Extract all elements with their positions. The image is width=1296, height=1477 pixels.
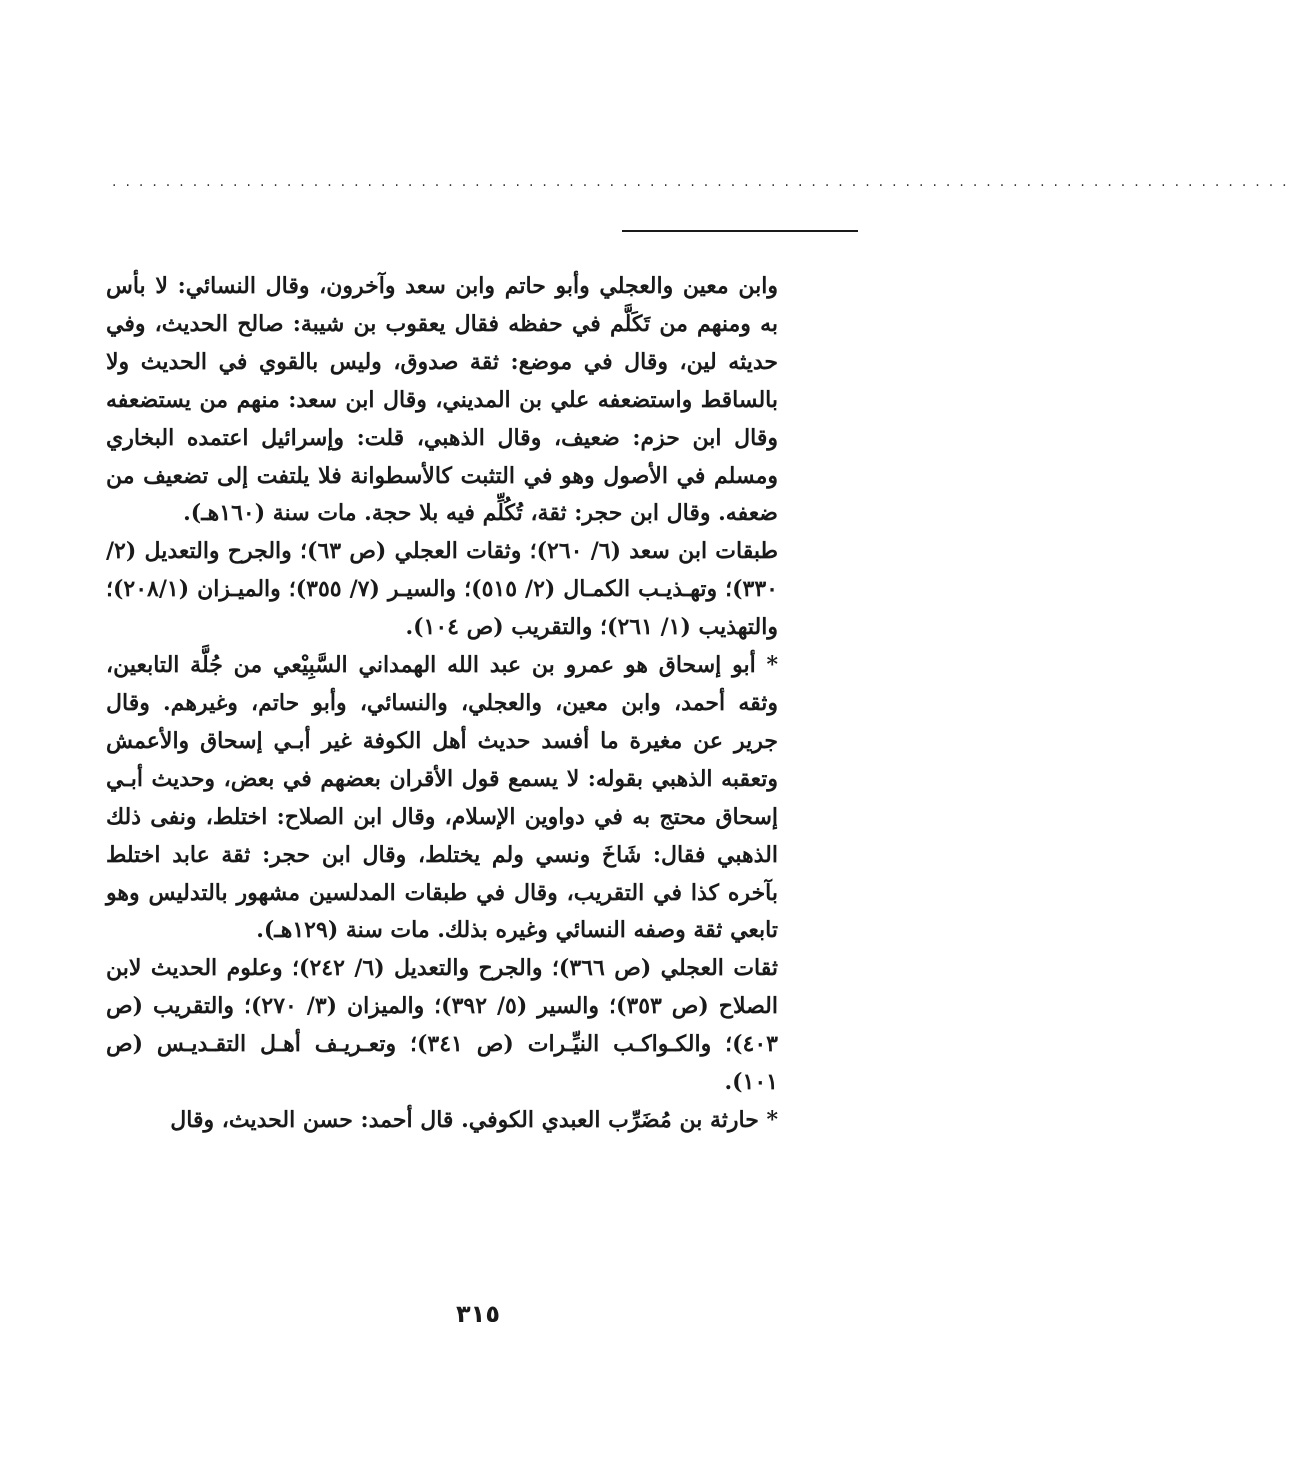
page-number: ٣١٥ [456,1300,500,1328]
paragraph-narrator-israil: وابن معين والعجلي وأبو حاتم وابن سعد وآخرون، وقال النسائي: لا بأس به ومنهم من تَكَلَّم في حفظه فقال يعقوب بن شيبة: صالح الحديث، وفي حديثه لين، وقال في موضع: ثقة صدوق، وليس بالقوي في الحديث ولا بالساقط واستضعفه علي بن المديني، وقال ابن سعد: منهم من يستضعفه وقال ابن حزم: ضعيف، وقال الذهبي، قلت: وإسرائيل اعتمده البخاري ومسلم في الأصول وهو في التثبت كالأسطوانة فلا يلتفت إلى تضعيف من ضعفه. وقال ابن حجر: ثقة، تُكُلِّم فيه بلا حجة. مات سنة (١٦٠هـ). [106,273,779,527]
paragraph-sources-israil: طبقات ابن سعد (٦/ ٢٦٠)؛ وثقات العجلي (ص ٦٣)؛ والجرح والتعديل (٢/ ٣٣٠)؛ وتهـذيـب الكمـال (٢/ ٥١٥)؛ والسيـر (٧/ ٣٥٥)؛ والميـزان (٢٠٨/١)؛ والتهذيب (١/ ٢٦١)؛ والتقريب (ص ١٠٤). [106,538,778,641]
paragraph-sources-abu-ishaq: ثقات العجلي (ص ٣٦٦)؛ والجرح والتعديل (٦/ ٢٤٢)؛ وعلوم الحديث لابن الصلاح (ص ٣٥٣)؛ والسير (٥/ ٣٩٢)؛ والميزان (٣/ ٢٧٠)؛ والتقريب (ص ٤٠٣)؛ والكـواكـب النيِّـرات (ص ٣٤١)؛ وتعـريـف أهـل التقـديـس (ص ١٠١). [106,955,779,1096]
footnote-rule [622,230,858,232]
page-body [106,268,778,1140]
footnote-dotted-separator: ........................................................................................ [112,174,1296,190]
paragraph-narrator-abu-ishaq: * أبو إسحاق هو عمرو بن عبد الله الهمداني السَّبِيْعي من جُلَّة التابعين، وثقه أحمد، وابن معين، والعجلي، والنسائي، وأبو حاتم، وغيرهم. وقال جرير عن مغيرة ما أفسد حديث أهل الكوفة غير أبـي إسحاق والأعمش وتعقبه الذهبي بقوله: لا يسمع قول الأقران بعضهم في بعض، وحديث أبـي إسحاق محتج به في دواوين الإسلام، وقال ابن الصلاح: اختلط، ونفى ذلك الذهبي فقال: شَاخَ ونسي ولم يختلط، وقال ابن حجر: ثقة عابد اختلط بآخره كذا في التقريب، وقال في طبقات المدلسين مشهور بالتدليس وهو تابعي ثقة وصفه النسائي وغيره بذلك. مات سنة (١٢٩هـ). [106,652,778,944]
paragraph-narrator-haritha: * حارثة بن مُضَرِّب العبدي الكوفي. قال أحمد: حسن الحديث، وقال [170,1106,778,1133]
